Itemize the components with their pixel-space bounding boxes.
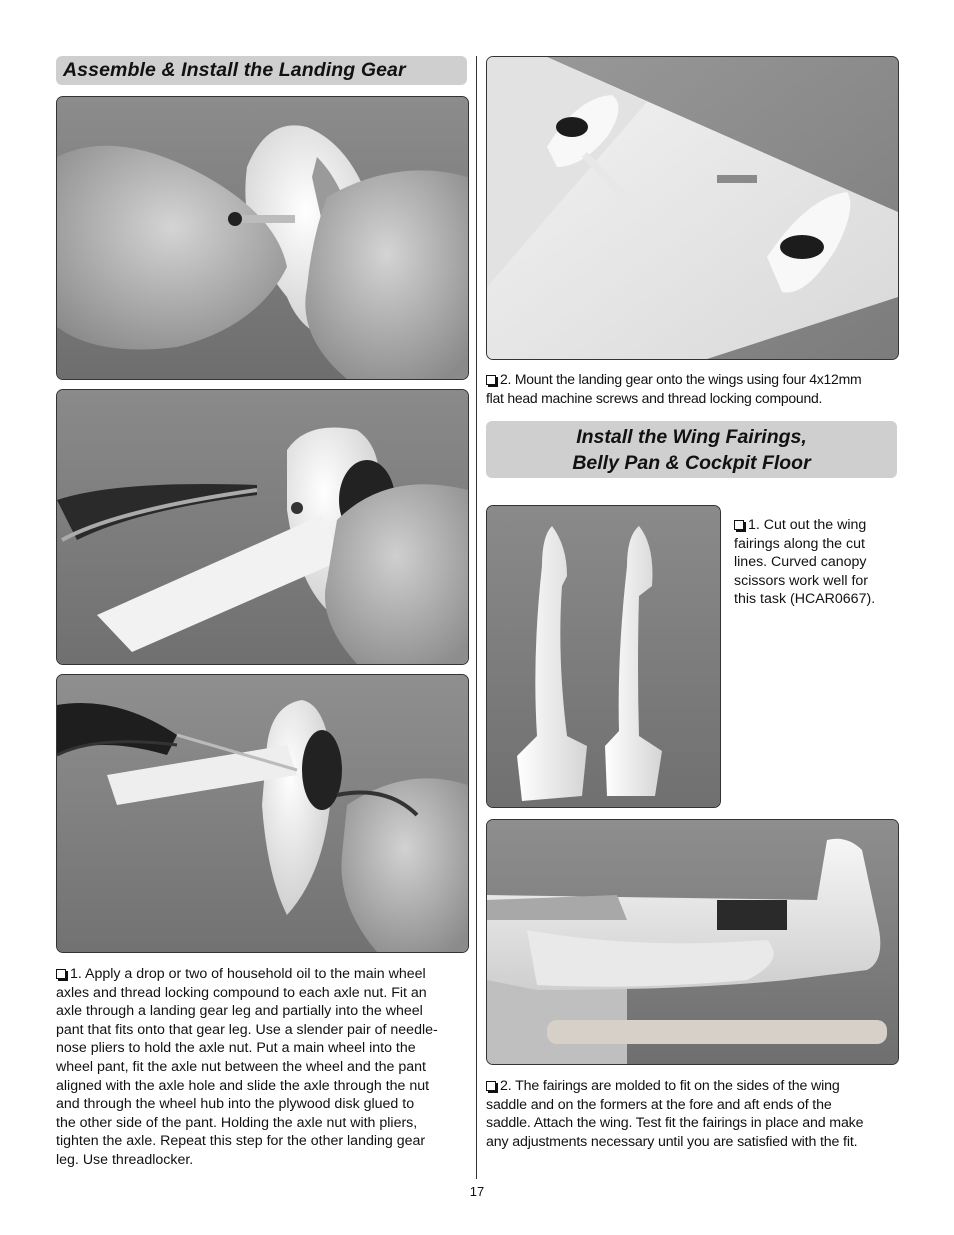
step-1-line: wheel pant, fit the axle nut between the wheel and the pant <box>56 1058 426 1075</box>
checkbox-icon[interactable] <box>56 969 66 979</box>
photo-hands-screw-wheel-pant <box>56 96 469 380</box>
step-1-line: the other side of the pant. Holding the axle nut with pliers, <box>56 1114 418 1131</box>
wing-with-landing-gear-photo-icon <box>487 57 898 359</box>
column-divider <box>476 56 477 1179</box>
fair-step-1-line: fairings along the cut <box>734 535 865 552</box>
fair-step-1-line: scissors work well for <box>734 572 869 589</box>
step-2-line: flat head machine screws and thread locking compound. <box>486 389 823 406</box>
step-1-line: 1. Apply a drop or two of household oil to the main wheel <box>70 966 426 982</box>
pliers-axle-nut-photo-icon <box>57 390 468 664</box>
step-1-line: leg. Use threadlocker. <box>56 1151 194 1168</box>
wing-gear-step-2 <box>486 370 906 407</box>
fair-step-2-line: any adjustments necessary until you are satisfied with the fit. <box>486 1133 858 1150</box>
fair-step-2-line: saddle and on the formers at the fore and aft ends of the <box>486 1096 832 1113</box>
checkbox-icon[interactable] <box>734 520 744 530</box>
fairings-step-1 <box>734 516 897 609</box>
fair-step-2-line: saddle. Attach the wing. Test fit the fairings in place and make <box>486 1115 864 1132</box>
wing-fairings-header-line2: Belly Pan & Cockpit Floor <box>572 452 811 474</box>
step-1-line: and through the wheel hub into the plywood disk glued to <box>56 1096 415 1113</box>
step-1-line: aligned with the axle hole and slide the axle through the nut <box>56 1077 430 1094</box>
landing-gear-header <box>56 56 467 85</box>
fair-step-1-line: 1. Cut out the wing <box>748 517 867 533</box>
landing-gear-step-1 <box>56 965 467 1170</box>
fair-step-1-line: lines. Curved canopy <box>734 554 867 571</box>
hands-screw-wheel-pant-photo-icon <box>57 97 468 379</box>
checkbox-icon[interactable] <box>486 1081 496 1091</box>
photo-wing-fairings <box>486 505 721 808</box>
page-number: 17 <box>469 1184 485 1199</box>
step-1-line: nose pliers to hold the axle nut. Put a main wheel into the <box>56 1040 416 1057</box>
fair-step-2-line: 2. The fairings are molded to fit on the sides of the wing <box>500 1078 840 1094</box>
screwdriver-pliers-axle-photo-icon <box>57 675 468 952</box>
step-1-line: tighten the axle. Repeat this step for the other landing gear <box>56 1133 426 1150</box>
step-1-line: pant that fits onto that gear leg. Use a slender pair of needle- <box>56 1021 438 1038</box>
wing-fairings-photo-icon <box>487 506 720 807</box>
photo-wing-landing-gear <box>486 56 899 360</box>
photo-fuselage-fairing <box>486 819 899 1065</box>
step-1-line: axle through a landing gear leg and partially into the wheel <box>56 1003 423 1020</box>
step-2-line: 2. Mount the landing gear onto the wings using four 4x12mm <box>500 371 862 387</box>
wing-fairings-header-line1: Install the Wing Fairings, <box>576 426 807 448</box>
fuselage-with-fairing-photo-icon <box>487 820 898 1064</box>
landing-gear-header-text: Assemble & Install the Landing Gear <box>63 59 406 81</box>
checkbox-icon[interactable] <box>486 375 496 385</box>
photo-screwdriver-pliers-axle <box>56 674 469 953</box>
fairings-step-2 <box>486 1077 902 1151</box>
step-1-line: axles and thread locking compound to each axle nut. Fit an <box>56 984 427 1001</box>
fair-step-1-line: this task (HCAR0667). <box>734 591 876 608</box>
photo-pliers-axle-nut <box>56 389 469 665</box>
wing-fairings-header <box>486 421 897 478</box>
